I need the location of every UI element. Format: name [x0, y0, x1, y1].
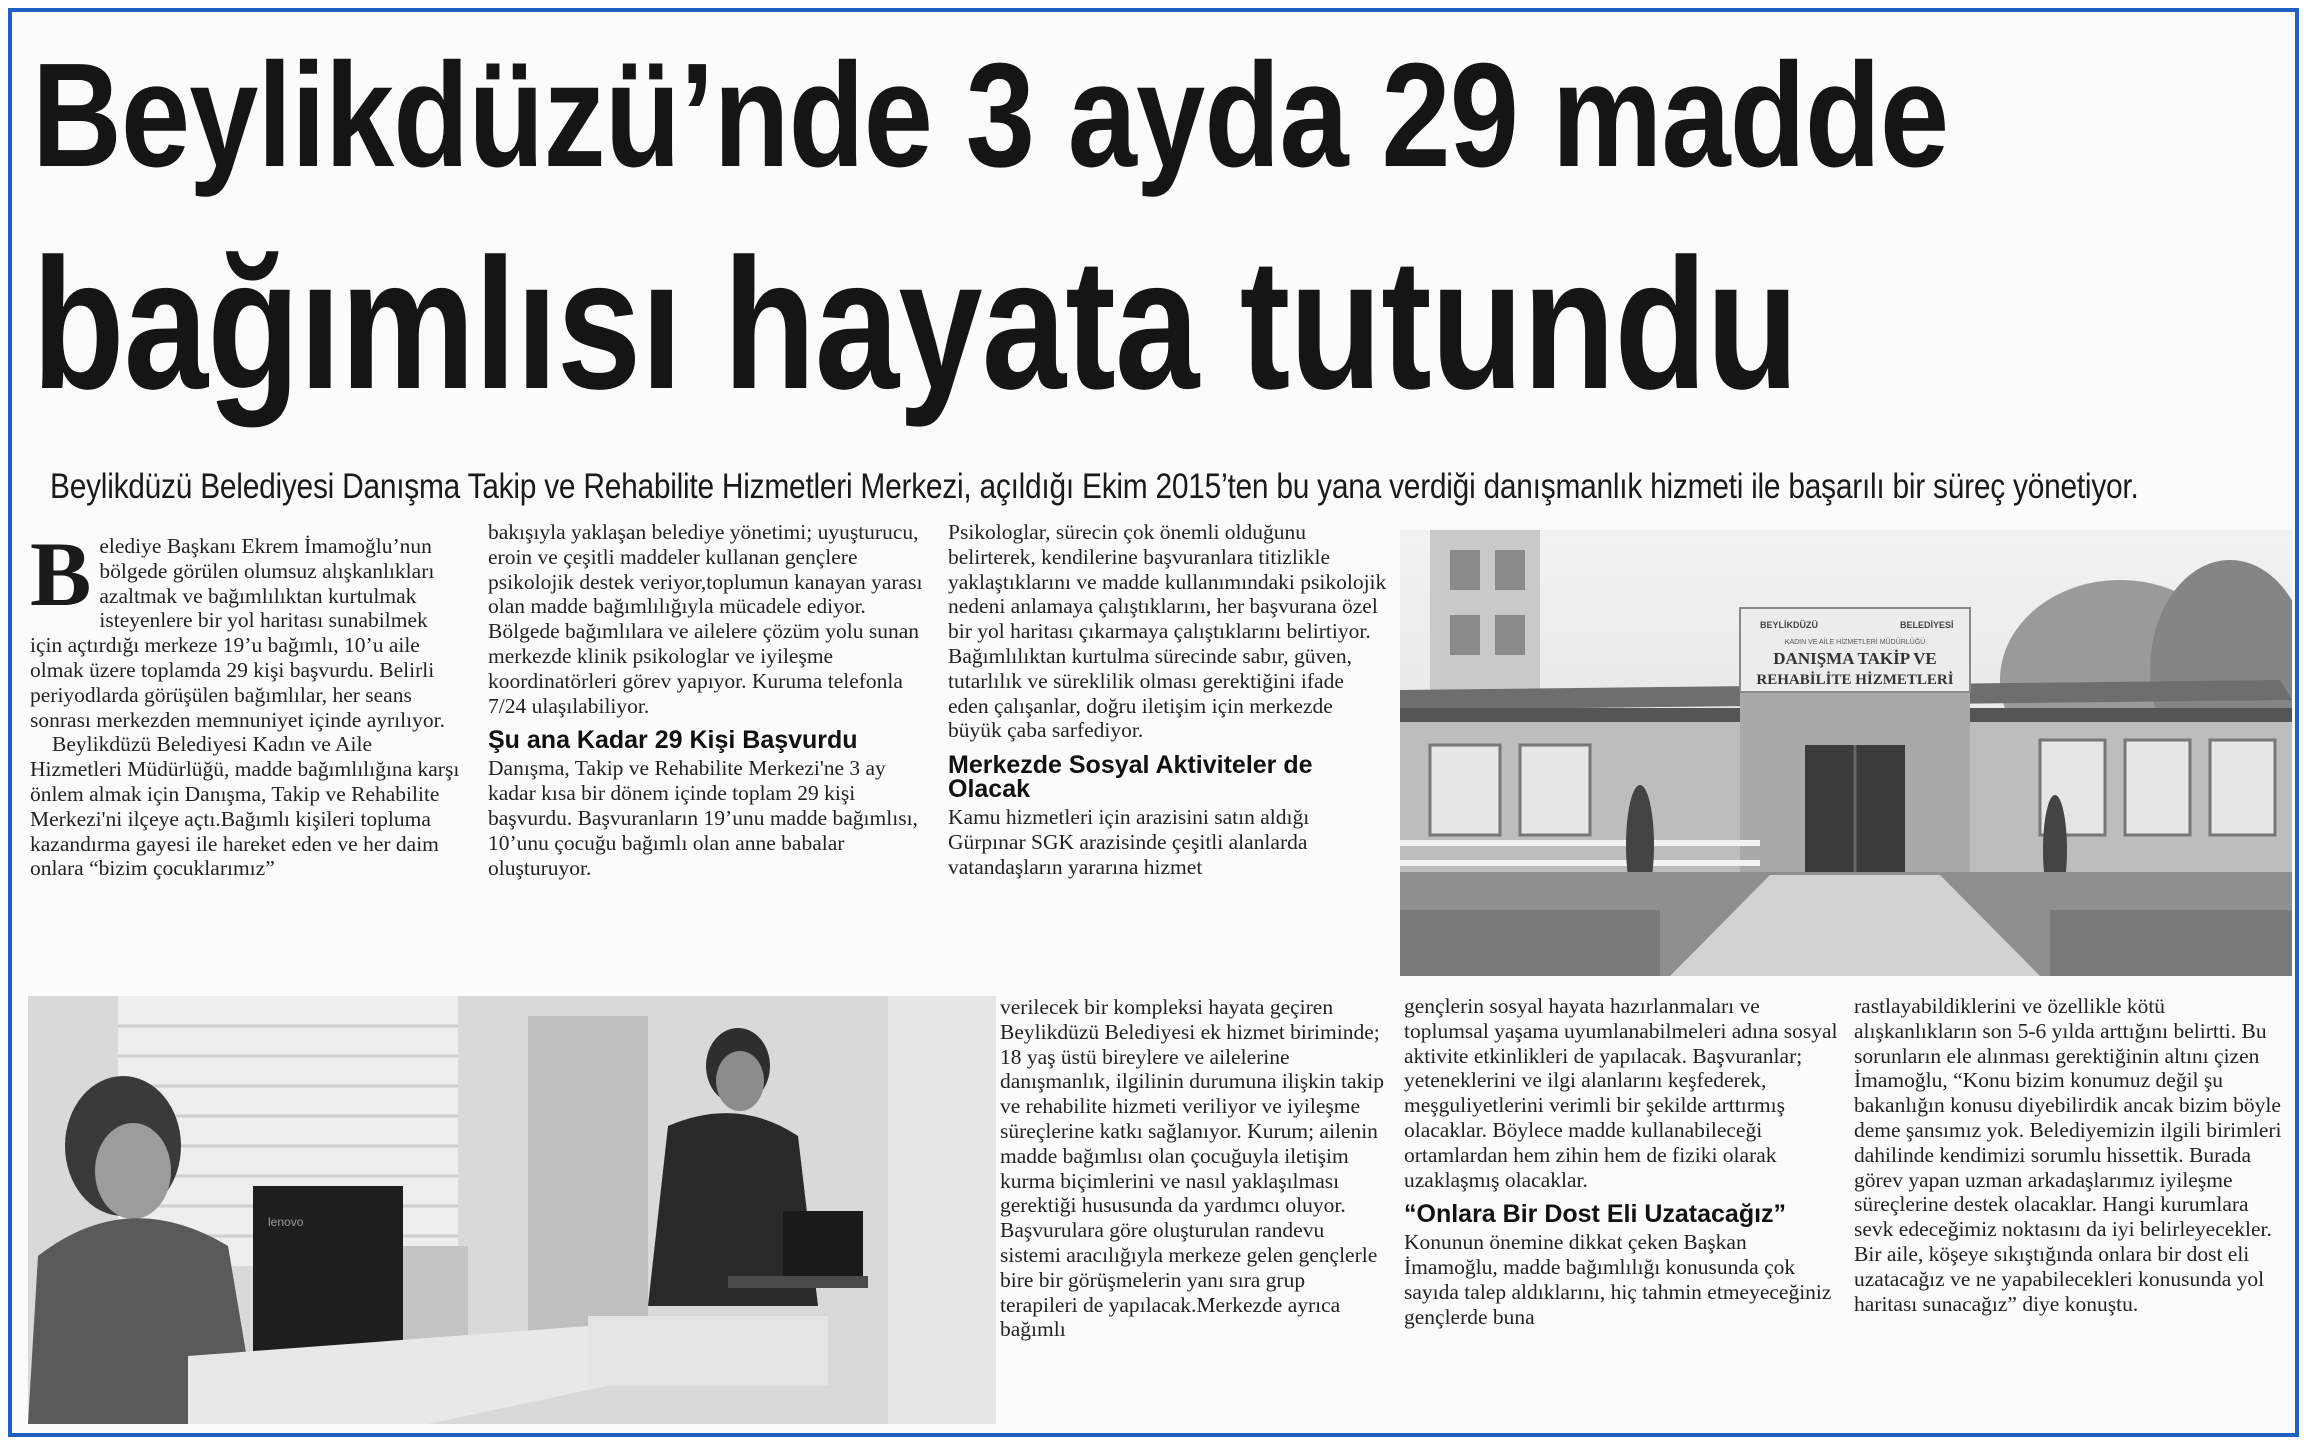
section-heading: Şu ana Kadar 29 Kişi Başvurdu [488, 726, 858, 755]
headline-line-1: Beylikdüzü’nde 3 ayda 29 madde [32, 33, 1949, 198]
section-heading: “Onlara Bir Dost Eli Uzatacağız” [1404, 1200, 1787, 1229]
article-column-1 [30, 534, 464, 982]
paragraph: verilecek bir kompleksi hayata geçiren Beylikdüzü Belediyesi ek hizmet biriminde; 18 yaş üstü bireylere ve ailelerine danışmanlık, ilgilinin durumuna ilişkin takip ve rehabilite hizmeti veriliyor ve iyileşme süreçlerine katkı sağlanıyor. Kurum; ailenin madde bağımlısı olan çocuğuyla iletişim kurma biçimlerini ve nasıl yaklaşılması gerektiği hususunda da yardımcı oluyor. Başvurulara göre oluşturulan randevu sistemi aracılığıyla merkeze gelen gençlerle bire bir görüşmelerin yanı sıra grup terapileri de yapılacak.Merkezde ayrıca bağımlı [1000, 995, 1384, 1342]
drop-cap: B [30, 534, 92, 625]
building-photo [1400, 530, 2292, 976]
paragraph: Danışma, Takip ve Rehabilite Merkezi'ne 3 ay kadar kısa bir dönem içinde toplam 29 kişi başvurdu. Başvuranların 19’unu madde bağımlısı, 10’unu çocuğu bağımlı olan anne babalar oluşturuyor. [488, 756, 918, 880]
paragraph: elediye Başkanı Ekrem İmamoğlu’nun bölgede görülen olumsuz alışkanlıkları azaltmak ve bağımlılıktan kurtulmak isteyenlere bir yol haritası sunabilmek için açtırdığı merkeze 19’u bağımlı, 10’u aile olmak üzere toplamda 29 kişi başvurdu. Belirli periyodlarda görüşülen bağımlılar, her seans sonrası merkezden memnuniyet içinde ayrılıyor. [30, 534, 445, 732]
paragraph: Konunun önemine dikkat çeken Başkan İmamoğlu, madde bağımlılığı konusunda çok sayıda talep aldıklarını, hiç tahmin etmeyeceğiniz gençlerde buna [1404, 1230, 1832, 1329]
subheadline: Beylikdüzü Belediyesi Danışma Takip ve Rehabilite Hizmetleri Merkezi, açıldığı Ekim 2015’ten bu yana verdiği danışmanlık hizmeti ile başarılı bir süreç yönetiyor. [50, 467, 2139, 506]
sign-text-line1: DANIŞMA TAKİP VE [1773, 649, 1937, 668]
sign-text-small: KADIN VE AİLE HİZMETLERİ MÜDÜRLÜĞÜ [1784, 639, 1926, 646]
sign-text-line2: REHABİLİTE HİZMETLERİ [1756, 672, 1954, 688]
article-column-5 [1854, 994, 2292, 1424]
section-heading: Merkezde Sosyal Aktiviteler de Olacak [948, 751, 1313, 804]
newspaper-clipping [8, 8, 2299, 1437]
paragraph: bakışıyla yaklaşan belediye yönetimi; uyuşturucu, eroin ve çeşitli maddeler kullanan gençlere psikolojik destek veriyor,toplumun kanayan yarası olan madde bağımlılığıyla mücadele ediyor. Bölgede bağımlılara ve ailelere çözüm yolu sunan merkezde klinik psikologlar ve iyileşme koordinatörleri görev yapıyor. Kuruma telefonla 7/24 ulaşılabiliyor. [488, 520, 923, 718]
paragraph: rastlayabildiklerini ve özellikle kötü alışkanlıkların son 5-6 yılda arttığını belirtti. Bu sorunların ele alınması gerektiğinin altını çizen İmamoğlu, “Konu bizim konumuz değil şu bakanlığın konusu diyebilirdik ancak bizim böyle deme şansımız yok. Belediyemizin ilgili birimleri dahilinde kendimizi sorumlu hissettik. Burada görev yapan uzman arkadaşlarımız iyileşme süreçlerine destek olacaklar. Hangi kurumlara sevk edeceğimiz noktasını da iyi belirleyecekler. Bir aile, köşeye sıkıştığında onlara bir dost eli uzatacağız ve ne yapabilecekleri konusunda yol haritası sunacağız” diye konuştu. [1854, 994, 2282, 1316]
sign-text-left: BEYLİKDÜZÜ [1760, 620, 1818, 630]
paragraph: Psikologlar, sürecin çok önemli olduğunu belirterek, kendilerine başvuranlara titizlikle yaklaştıklarını ve madde kullanımındaki psikolojik nedeni anlamaya çalıştıklarını, her başvurana özel bir yol haritası çıkarmaya çalıştıklarını belirtiyor. Bağımlılıktan kurtulma sürecinde sabır, güven, tutarlılık ve süreklilik olması gerektiğini ifade eden çalışanlar, doğru iletişim için merkezde büyük çaba sarfediyor. [948, 520, 1387, 743]
article-column-4 [1404, 994, 1844, 1424]
sign-text-right: BELEDİYESİ [1900, 620, 1954, 630]
article-column-3-bottom [1000, 995, 1384, 1423]
office-photo [28, 996, 996, 1424]
headline-line-2: bağımlısı hayata tutundu [32, 221, 1798, 428]
paragraph: Kamu hizmetleri için arazisini satın aldığı Gürpınar SGK arazisinde çeşitli alanlarda vatandaşların yararına hizmet [948, 805, 1310, 879]
paragraph: Beylikdüzü Belediyesi Kadın ve Aile Hizmetleri Müdürlüğü, madde bağımlılığına karşı önlem almak için Danışma, Takip ve Rehabilite Merkezi'ni ilçeye açtı.Bağımlı kişileri topluma kazandırma gayesi ile hareket eden ve her daim onlara “bizim çocuklarımız” [30, 732, 460, 881]
article-column-3-top [948, 520, 1388, 980]
article-column-2 [488, 520, 924, 980]
monitor-brand: lenovo [268, 1215, 304, 1229]
paragraph: gençlerin sosyal hayata hazırlanmaları ve toplumsal yaşama uyumlanabilmeleri adına sosyal aktivite etkinlikleri de yapılacak. Başvuranlar; yeteneklerini ve ilgi alanlarını keşfederek, meşguliyetlerini verimli bir şekilde arttırmış olacaklar. Böylece madde kullanabileceği ortamlardan hem zihin hem de fiziki olarak uzaklaşmış olacaklar. [1404, 994, 1838, 1192]
